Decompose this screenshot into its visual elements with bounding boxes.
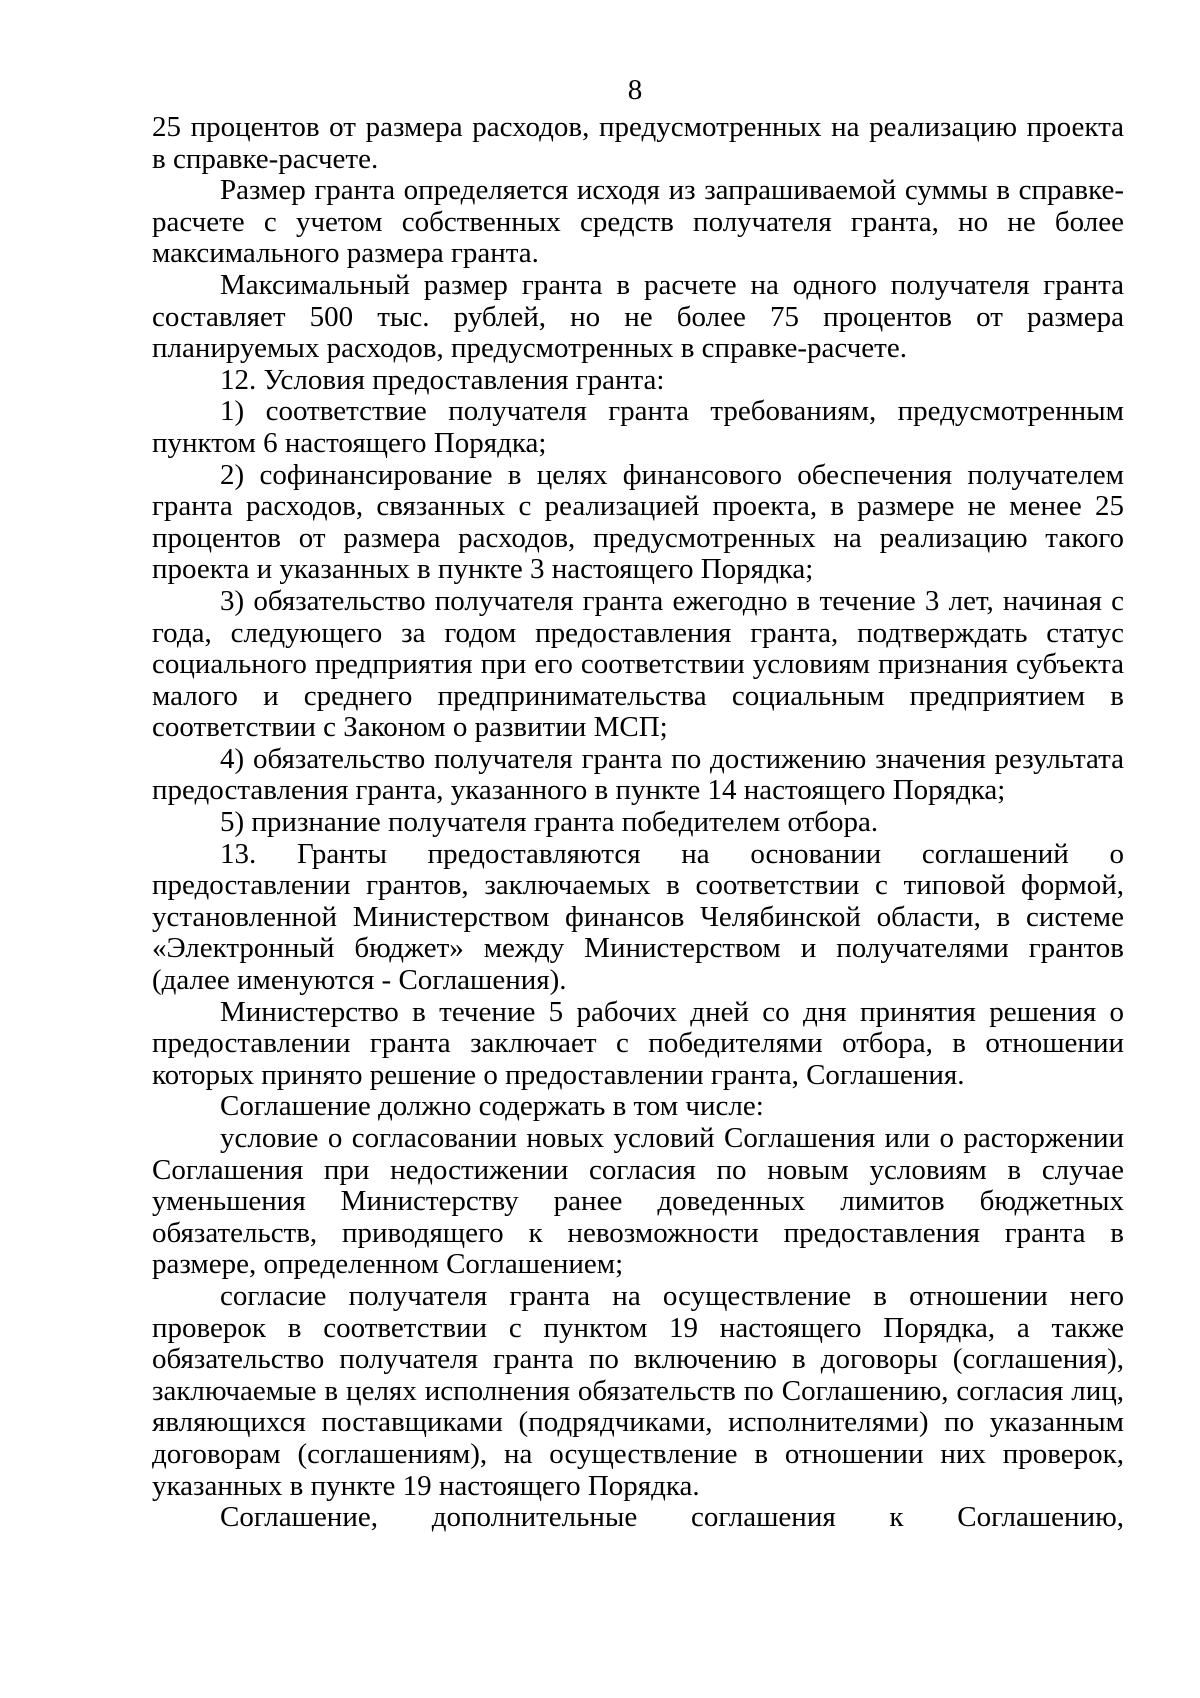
paragraph: 1) соответствие получателя гранта требованиям, предусмотренным пунктом 6 настоящего Порядка; [152,395,1124,459]
paragraph: Соглашение должно содержать в том числе: [220,1090,764,1123]
paragraph: Размер гранта определяется исходя из запрашиваемой суммы в справке-расчете с учетом собственных средств получателя гранта, но не более максимального размера гранта. [152,174,1124,270]
paragraph: согласие получателя гранта на осуществление в отношении него проверок в соответствии с пунктом 19 настоящего Порядка, а также обязательство получателя гранта по включению в договоры (соглашения), заключаемые в целях исполнения обязательств по Соглашению, согласия лиц, являющихся поставщиками (подрядчиками, исполнителями) по указанным договорам (соглашениям), на осуществление в отношении них проверок, указанных в пункте 19 настоящего Порядка. [152,1279,1124,1502]
paragraph: 12. Условия предоставления гранта: [220,363,665,396]
paragraph: 13. Гранты предоставляются на основании соглашений о предоставлении грантов, заключаемых в соответствии с типовой формой, установленной Министерством финансов Челябинской области, в системе «Электронный бюджет» между Министерством и получателями грантов (далее именуются - Соглашения). [152,837,1124,997]
paragraph: Максимальный размер гранта в расчете на одного получателя гранта составляет 500 тыс. рублей, но не более 75 процентов от размера планируемых расходов, предусмотренных в справке-расчете. [152,268,1124,365]
paragraph: 25 процентов от размера расходов, предусмотренных на реализацию проекта в справке-расчете. [152,111,1124,175]
page-number: 8 [627,74,643,106]
paragraph: Министерство в течение 5 рабочих дней со дня принятия решения о предоставлении гранта заключает с победителями отбора, в отношении которых принято решение о предоставлении гранта, Соглашения. [152,995,1124,1091]
paragraph: Соглашение, дополнительные соглашения к Соглашению, [220,1501,1124,1534]
paragraph: условие о согласовании новых условий Соглашения или о расторжении Соглашения при недостижении согласия по новым условиям в случае уменьшения Министерству ранее доведенных лимитов бюджетных обязательств, приводящего к невозможности предоставления гранта в размере, определенном Соглашением; [152,1122,1124,1281]
document-body [152,112,1124,1534]
paragraph: 3) обязательство получателя гранта ежегодно в течение 3 лет, начиная с года, следующего за годом предоставления гранта, подтверждать статус социального предприятия при его соответствии условиям признания субъекта малого и среднего предпринимательства социальным предприятием в соответствии с Законом о развитии МСП; [152,584,1124,744]
paragraph: 4) обязательство получателя гранта по достижению значения результата предоставления гранта, указанного в пункте 14 настоящего Порядка; [152,742,1124,807]
paragraph: 2) софинансирование в целях финансового обеспечения получателем гранта расходов, связанных с реализацией проекта, в размере не менее 25 процентов от размера расходов, предусмотренных на реализацию такого проекта и указанных в пункте 3 настоящего Порядка; [152,458,1124,586]
paragraph: 5) признание получателя гранта победителем отбора. [220,806,879,839]
